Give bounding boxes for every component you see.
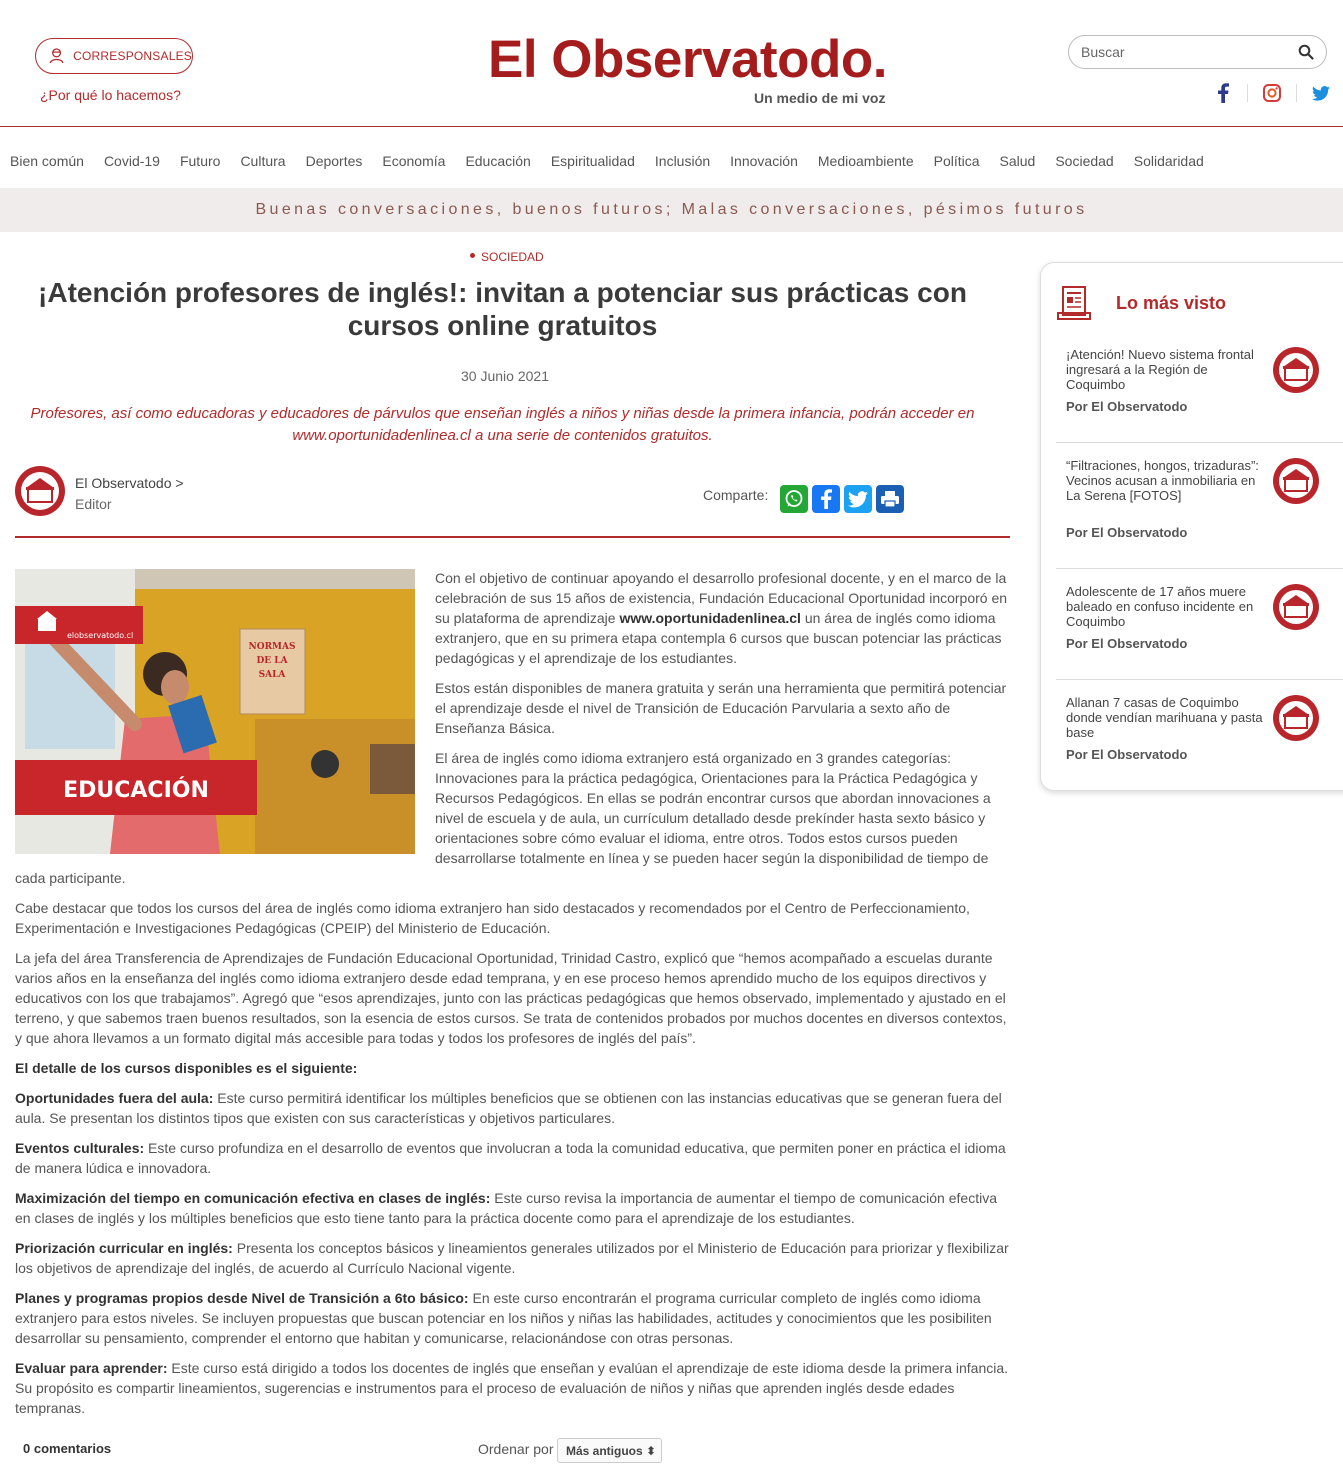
paragraph: El área de inglés como idioma extranjero está organizado en 3 grandes categorías: Innovaciones para la práctica pedagógica, Orientaciones para la Práctica Pedagógica y Recursos Pedagógicos. En ellas se podrán encontrar cursos que abordan innovaciones a nivel de escuela y de aula, un currículum detallado desde prekínder hasta sexto básico y orientaciones sobre cómo evaluar el idioma, entre otros. Todos estos cursos pueden desarrollarse totalmente en línea y se pueden hacer según la disponibilidad de tiempo de cada participante.: [15, 750, 991, 886]
course-item: [15, 1138, 1010, 1178]
slogan-text: Buenas conversaciones, buenos futuros; Malas conversaciones, pésimos futuros: [255, 201, 1088, 218]
course-desc: Este curso profundiza en el desarrollo de eventos que involucran a toda la comunidad educativa, que permiten poner en práctica el idioma de manera lúdica e innovadora.: [15, 1140, 1006, 1176]
main-nav: [0, 144, 1343, 178]
item-thumbnail: [1273, 584, 1319, 630]
reporter-icon: [48, 45, 65, 67]
sidebar-item[interactable]: [1056, 695, 1343, 775]
course-name: Evaluar para aprender:: [15, 1360, 168, 1376]
sidebar-item[interactable]: [1056, 458, 1343, 569]
nav-item-deportes[interactable]: Deportes: [305, 153, 363, 169]
whatsapp-share-button[interactable]: [780, 485, 808, 513]
course-item: [15, 1288, 1010, 1348]
category-label: SOCIEDAD: [481, 250, 544, 264]
author-avatar[interactable]: [15, 466, 65, 516]
corresponsales-label: CORRESPONSALES: [73, 49, 192, 63]
hero-watermark: elobservatodo.cl: [67, 631, 134, 640]
course-item: [15, 1088, 1010, 1128]
sidebar-item-title[interactable]: Adolescente de 17 años muere baleado en confuso incidente en Coquimbo: [1066, 584, 1254, 629]
course-name: Planes y programas propios desde Nivel de Transición a 6to básico:: [15, 1290, 469, 1306]
paragraph: Cabe destacar que todos los cursos del área de inglés como idioma extranjero han sido destacados y recomendados por el Centro de Perfeccionamiento, Experimentación e Investigaciones Pedagógicas (CPEIP) del Ministerio de Educación.: [15, 900, 970, 936]
divider: [1247, 84, 1248, 102]
course-desc: Este curso revisa la importancia de aumentar el tiempo de comunicación efectiva en clases de inglés y los múltiples beneficios que esto tiene tanto para la práctica docente como para el aprendizaje de los estudiantes.: [15, 1190, 997, 1226]
course-item: [15, 1358, 1010, 1418]
share-label: Comparte:: [703, 487, 769, 503]
author-name-link[interactable]: El Observatodo >: [75, 475, 184, 491]
article-divider: [15, 536, 1010, 538]
site-tagline: Un medio de mi voz: [754, 90, 886, 106]
sign-text-line-3: SALA: [258, 670, 286, 680]
article-lead: Profesores, así como educadoras y educadores de párvulos que enseñan inglés a niños y niñas desde la primera infancia, podrán acceder en www.oportunidadenlinea.cl a una serie de contenidos gratuitos.: [30, 405, 975, 444]
twitter-icon: [848, 491, 868, 508]
sidebar-item-title[interactable]: “Filtraciones, hongos, trizaduras”: Vecinos acusan a inmobiliaria en La Serena [FOTOS]: [1066, 458, 1259, 503]
paragraph: [15, 1058, 1010, 1078]
sidebar-item-author: Por El Observatodo: [1066, 636, 1188, 651]
article-title: ¡Atención profesores de inglés!: invitan a potenciar sus prácticas con cursos online gratuitos: [38, 277, 967, 341]
image-spacer: [15, 568, 435, 863]
paragraph-text: un área de inglés como idioma extranjero, que en su primera etapa contempla 6 cursos que buscan potenciar las prácticas pedagógicas y el aprendizaje de los estudiantes.: [435, 610, 1002, 666]
nav-item-covid-19[interactable]: Covid-19: [103, 153, 160, 169]
paragraph-text: Con el objetivo de continuar apoyando el desarrollo profesional docente, y en el marco de la celebración de sus 15 años de existencia, Fundación Educacional Oportunidad incorporó en su plataforma de aprendizaje: [435, 570, 1008, 626]
newspaper-icon: [1057, 285, 1091, 321]
article-body: [15, 568, 1010, 1428]
author-role: Editor: [75, 496, 112, 512]
sidebar-item-author: Por El Observatodo: [1066, 525, 1188, 540]
sidebar-title: Lo más visto: [1116, 293, 1227, 313]
share-buttons: [780, 485, 908, 513]
item-thumbnail: [1273, 695, 1319, 741]
course-desc: Este curso está dirigido a todos los docentes de inglés que enseñan y evalúan el aprendizaje de este idioma desde la primera infancia. Su propósito es compartir lineamientos, sugerencias e instrumentos para el proceso de evaluación de niños y niñas que aprenden inglés desde edades tempranas.: [15, 1360, 1009, 1416]
course-name: Eventos culturales:: [15, 1140, 145, 1156]
paragraph: La jefa del área Transferencia de Aprendizajes de Fundación Educacional Oportunidad, Trinidad Castro, explicó que “hemos acompañado a escuelas durante varios años en la enseñanza del inglés como idioma extranjero desde edad temprana, y en ese proceso hemos aprendido mucho de los equipos directivos y educativos con los que trabajamos”. Agregó que “esos aprendizajes, junto con las prácticas pedagógicas que hemos observado, implementado y ajustado en el terreno, y que sabemos traen buenos resultados, son la esencia de estos cursos. Se trata de contenidos probados por muchos docentes en diversos contextos, y que ahora llevamos a un formato digital más accesible para todas y todos los profesores de inglés del país”.: [15, 950, 1007, 1046]
nav-item-bien-comun[interactable]: Bien común: [10, 153, 84, 169]
paragraph: Estos están disponibles de manera gratuita y serán una herramienta que permitirá potenciar el aprendizaje desde el nivel de Transición de Educación Parvularia a sexto año de Enseñanza Básica.: [435, 680, 1007, 736]
nav-item-futuro[interactable]: Futuro: [179, 153, 221, 169]
instagram-icon[interactable]: [1261, 82, 1283, 104]
order-by-label: Ordenar por: [478, 1441, 554, 1457]
nav-item-innovacion[interactable]: Innovación: [730, 153, 798, 169]
sign-text: NORMAS: [248, 642, 296, 652]
corresponsales-button[interactable]: [35, 38, 193, 74]
site-header: [0, 0, 1343, 127]
hero-section-label: EDUCACIÓN: [63, 778, 209, 803]
sidebar-item-author: Por El Observatodo: [1066, 399, 1188, 414]
comments-count: 0 comentarios: [23, 1441, 112, 1456]
nav-item-educacion[interactable]: Educación: [465, 153, 531, 169]
course-desc: Este curso permitirá identificar los múltiples beneficios que se obtienen con las instancias educativas que se generan fuera del aula. Se presentan los distintos tipos que existen con sus características y objetivos particulares.: [15, 1090, 1002, 1126]
sign-text-line-2: DE LA: [256, 656, 288, 666]
social-links: [1212, 82, 1332, 104]
course-name: Priorización curricular en inglés:: [15, 1240, 233, 1256]
facebook-icon: [820, 489, 832, 509]
nav-item-economia[interactable]: Economía: [382, 153, 446, 169]
why-we-do-it-link[interactable]: ¿Por qué lo hacemos?: [40, 87, 181, 103]
item-thumbnail: [1273, 347, 1319, 393]
facebook-icon[interactable]: [1212, 82, 1234, 104]
nav-item-solidaridad[interactable]: Solidaridad: [1133, 153, 1204, 169]
nav-item-salud[interactable]: Salud: [999, 153, 1036, 169]
nav-item-medioambiente[interactable]: Medioambiente: [817, 153, 914, 169]
facebook-share-button[interactable]: [812, 485, 840, 513]
search-icon[interactable]: [1298, 44, 1314, 60]
nav-item-politica[interactable]: Política: [933, 153, 980, 169]
search-box: [1068, 35, 1327, 69]
twitter-share-button[interactable]: [844, 485, 872, 513]
course-desc: Presenta los conceptos básicos y lineamientos generales utilizados por el Ministerio de Educación para priorizar y flexibilizar los objetivos de aprendizaje del inglés, de acuerdo al Currículo Nacional vigente.: [15, 1240, 1009, 1276]
item-thumbnail: [1273, 458, 1319, 504]
course-name: Maximización del tiempo en comunicación efectiva en clases de inglés:: [15, 1190, 491, 1206]
site-logo[interactable]: El Observatodo.: [488, 30, 887, 89]
nav-item-inclusion[interactable]: Inclusión: [654, 153, 711, 169]
article-category[interactable]: [470, 250, 544, 264]
nav-item-cultura[interactable]: Cultura: [240, 153, 286, 169]
course-item: [15, 1238, 1010, 1278]
courses-intro: El detalle de los cursos disponibles es el siguiente:: [15, 1060, 358, 1076]
print-button[interactable]: [876, 485, 904, 513]
search-input[interactable]: [1081, 44, 1298, 60]
course-name: Oportunidades fuera del aula:: [15, 1090, 214, 1106]
article-date: 30 Junio 2021: [461, 368, 549, 384]
print-icon: [880, 490, 900, 508]
platform-link[interactable]: www.oportunidadenlinea.cl: [619, 610, 801, 626]
course-item: [15, 1188, 1010, 1228]
most-viewed-sidebar: [1040, 262, 1343, 791]
divider: [1296, 84, 1297, 102]
sidebar-item-title[interactable]: ¡Atención! Nuevo sistema frontal ingresará a la Región de Coquimbo: [1066, 347, 1254, 392]
nav-item-sociedad[interactable]: Sociedad: [1055, 153, 1114, 169]
twitter-icon[interactable]: [1310, 82, 1332, 104]
nav-item-espiritualidad[interactable]: Espiritualidad: [550, 153, 635, 169]
order-by-select[interactable]: Más antiguos ⬍: [557, 1438, 662, 1463]
sidebar-item-author: Por El Observatodo: [1066, 747, 1188, 762]
sidebar-item[interactable]: [1056, 584, 1343, 680]
bullet-icon: [470, 253, 475, 258]
course-desc: En este curso encontrarán el programa curricular completo de inglés como idioma extranjero para estos niveles. Se incluyen propuestas que buscan potenciar en los niños y niñas las habilidades, actitudes y conocimientos que les posibiliten desarrollar su pensamiento, comprender el entorno que habitan y comunicarse, relacionándose con otras personas.: [15, 1290, 992, 1346]
sidebar-item[interactable]: [1056, 347, 1343, 443]
sidebar-item-title[interactable]: Allanan 7 casas de Coquimbo donde vendían marihuana y pasta base: [1066, 695, 1263, 740]
slogan-banner: [0, 188, 1343, 232]
whatsapp-icon: [784, 489, 804, 509]
